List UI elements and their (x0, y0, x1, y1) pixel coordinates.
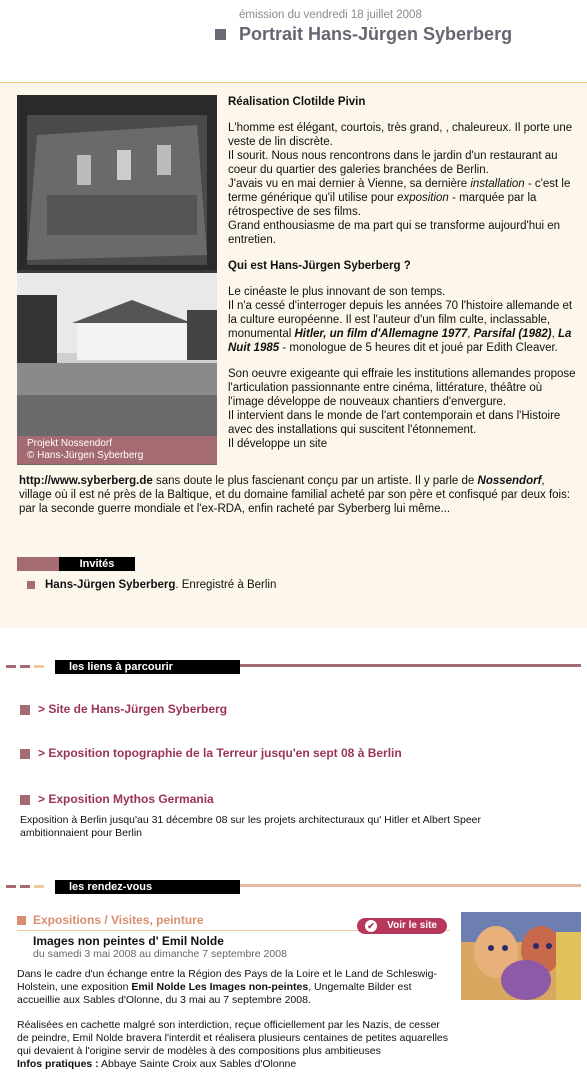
guest-name: Hans-Jürgen Syberberg (45, 579, 176, 591)
rdv-label: les rendez-vous (55, 880, 240, 894)
dash-decoration (34, 885, 44, 888)
article-text (228, 95, 580, 451)
bullet-icon (20, 795, 30, 805)
site-paragraph: http://www.syberberg.de sans doute le plus fascienant conçu par un artiste. Il y parle de Nossendorf, village où il est né près de la Baltique, et du domaine familial acheté par son père et confisqué par deux fois: par la seconde guerre mondiale et l'ex-RDA, enfin racheté par Syberberg lui même... (19, 475, 571, 515)
question-heading: Qui est Hans-Jürgen Syberberg ? (228, 260, 411, 272)
mythos-description: Exposition à Berlin jusqu'au 31 décembre 08 sur les projets architecturaux qu' Hitler et Albert Speer ambitionnaient pour Berlin (20, 814, 482, 839)
invites-heading (17, 557, 135, 571)
title-bullet (215, 29, 226, 40)
nolde-painting (461, 912, 581, 1000)
button-label: Voir le site (387, 920, 437, 931)
guest-note: . Enregistré à Berlin (175, 579, 277, 591)
dash-decoration (6, 665, 16, 668)
link-mythos-germania[interactable] (20, 792, 214, 806)
dash-decoration (34, 665, 44, 668)
intro-p3: J'avais vu en mai dernier à Vienne, sa dernière installation - c'est le terme générique qu'il utilise pour exposition - marquée par la rétrospective de ses films. (228, 178, 571, 218)
bullet-icon (20, 705, 30, 715)
photo-caption (17, 436, 217, 464)
event-dates: du samedi 3 mai 2008 au dimanche 7 septembre 2008 (33, 948, 287, 960)
rdv-rule (240, 884, 581, 887)
event-title: Images non peintes d' Emil Nolde (33, 934, 224, 948)
link-label[interactable]: > Exposition topographie de la Terreur jusqu'en sept 08 à Berlin (38, 746, 402, 760)
article-section (0, 83, 587, 628)
voir-le-site-button[interactable] (357, 918, 447, 934)
site-link[interactable]: http://www.syberberg.de (19, 475, 153, 487)
invites-accent (17, 557, 59, 571)
page-header (0, 0, 587, 83)
rdv-category (17, 913, 204, 927)
caption-title: Projekt Nossendorf (27, 438, 113, 449)
intro-paragraph (228, 121, 580, 247)
bullet-icon (27, 581, 35, 589)
oeuvre-paragraph: Son oeuvre exigeante qui effraie les institutions allemandes propose l'articulation passionnante entre cinéma, littérature, théâtre où l'image développe de nouveaux chantiers d'envergure. Il intervient dans le monde de l'art contemporain et dans l'Histoire avec des installations qui suscitent l'étonnement. Il développe un site (228, 368, 576, 450)
broadcast-date: émission du vendredi 18 juillet 2008 (239, 9, 422, 21)
links-heading (0, 660, 587, 674)
info-label: Infos pratiques : (17, 1058, 99, 1070)
links-label: les liens à parcourir (55, 660, 240, 674)
intro-p4: Grand enthousiasme de ma part qui se transforme aujourd'hui en entretien. (228, 220, 561, 246)
bio-paragraph: Le cinéaste le plus innovant de son temps. Il n'a cessé d'interroger depuis les années 70 l'histoire allemande et la culture européenne. Il est l'auteur d'un film culte, inclassable, monumental Hitler, un film d'Allemagne 1977, Parsifal (1982), La Nuit 1985 - monologue de 5 heures dit et joué par Edith Cleaver. (228, 286, 573, 354)
bullet-icon (17, 916, 26, 925)
caption-credit: © Hans-Jürgen Syberberg (27, 450, 144, 461)
rdv-heading (0, 880, 587, 894)
link-topographie-terreur[interactable] (20, 746, 402, 760)
bullet-icon (20, 749, 30, 759)
info-text: Abbaye Sainte Croix aux Sables d'Olonne (98, 1058, 297, 1070)
dash-decoration (20, 665, 30, 668)
links-rule (240, 664, 581, 667)
link-label[interactable]: > Site de Hans-Jürgen Syberberg (38, 702, 228, 716)
intro-p1: L'homme est élégant, courtois, très grand, , chaleureux. Il porte une veste de lin discrète. (228, 122, 573, 148)
check-icon: ✔ (365, 920, 377, 932)
intro-p2: Il sourit. Nous nous rencontrons dans le jardin d'un restaurant au coeur du quartier des galeries branchées de Berlin. (228, 150, 558, 176)
realisation-credit: Réalisation Clotilde Pivin (228, 96, 366, 108)
nossendorf-photo (17, 95, 217, 465)
dash-decoration (6, 885, 16, 888)
category-label: Expositions / Visites, peinture (33, 913, 204, 927)
event-description: Dans le cadre d'un échange entre la Région des Pays de la Loire et le Land de Schleswig-Holstein, une exposition Emil Nolde Les Images non-peintes, Ungemalte Bilder est accueillie aux Sables d'Olonne, du 3 mai au 7 septembre 2008. Réalisées en cachette malgré son interdiction, reçue officiellement par les Nazis, de cesser de peindre, Emil Nolde bravera l'interdit et réalisera plusieurs centaines de petites aquarelles qui devaient à l'origine servir de modèles à des compositions plus ambitieuses Infos pratiques : Abbaye Sainte Croix aux Sables d'Olonne (17, 968, 448, 1070)
dash-decoration (20, 885, 30, 888)
link-syberberg-site[interactable] (20, 702, 227, 716)
invites-label: Invités (59, 557, 135, 571)
link-label[interactable]: > Exposition Mythos Germania (38, 792, 214, 806)
page-title: Portrait Hans-Jürgen Syberberg (239, 24, 513, 44)
guest-item (27, 579, 276, 591)
